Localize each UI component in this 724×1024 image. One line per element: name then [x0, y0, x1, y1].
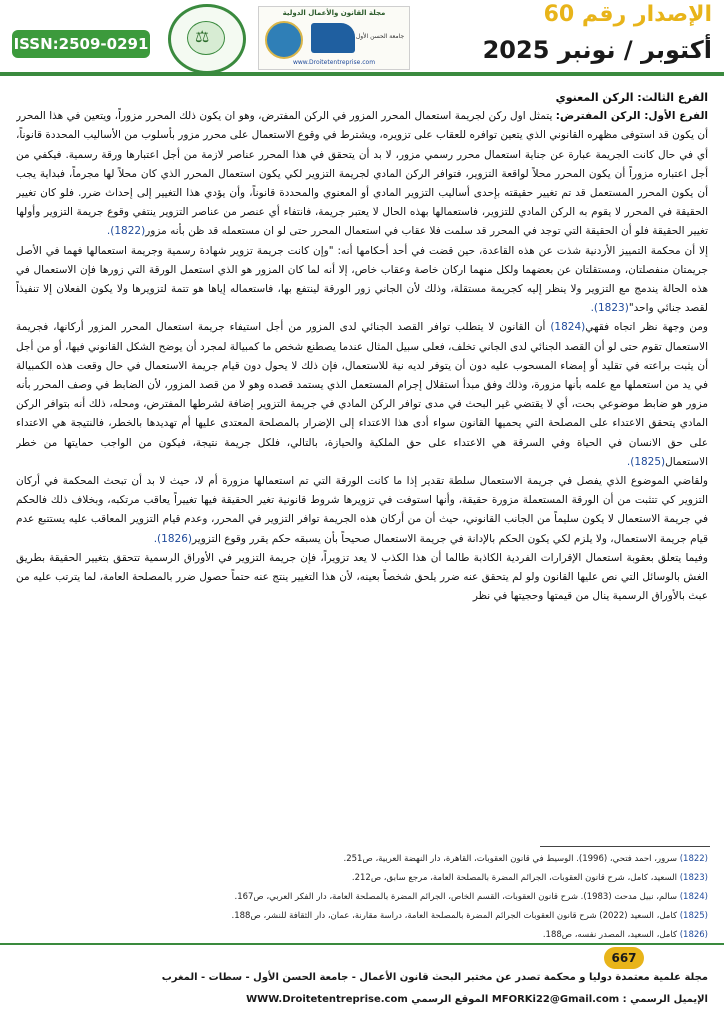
footnote-ref[interactable]: (1823).	[590, 302, 629, 315]
footnote-1823	[16, 869, 708, 888]
footnote-ref[interactable]: (1826).	[153, 532, 192, 545]
paragraph-text: إلا أن محكمة التمييز الأردنية شذت عن هذه القاعدة، حين قضت في أحد أحكامها أنه: "وإن كانت جريمة تزوير شهادة رسمية وجريمة استعمالها فهما في الأصل جريمتان منفصلتان، ومستقلتان عن بعضهما ولكل منهما اركان خاصة وعقاب خاص، إلا أنه لما كان المزور هو الذي استعمل الورقة التي زورها فإن الاستعمال في هذه الحالة يندمج مع التزوير ولا ينظر إليه كجريمة مستقلة، وذلك لأن الجاني زور الورقة لينتفع بها، فاستعماله إياها هو تتمة لتزويرها ولا يكون الفعلان إلا تنفيذاً لقصد جنائي واحد"	[16, 244, 708, 315]
footer-journal-line: مجلة علمية معتمدة دوليا و محكمة تصدر عن مختبر البحث قانون الأعمال - جامعة الحسن الأول - سطات - المغرب	[161, 972, 708, 983]
page-number: 667	[604, 947, 644, 969]
footnotes	[16, 850, 708, 945]
issue-label: الإصدار رقم	[581, 2, 712, 27]
issn-badge: ISSN:2509-0291	[12, 30, 150, 58]
section-title: الفرع الثالث: الركن المعنوي	[555, 91, 708, 104]
issue-number: 60	[543, 2, 575, 27]
footnote-text: سرور، احمد فتحي، (1996). الوسيط في قانون العقوبات، القاهرة، دار النهضة العربية، ص251.	[343, 854, 680, 864]
paragraph-text: ولقاضي الموضوع الذي يفصل في جريمة الاستعمال سلطة تقدير إذا ما كانت الورقة التي تم استعمالها مزورة أم لا، حيث لا بد أن تبحث المحكمة في أركان التزوير كي تتثبت من أن الورقة المستعملة مزورة حقيقة، وأنها استوفت في تزويرها شروط قانونية تغير الحقيقة فيها تغييراً يعاقب مرتكبه، وبخلاف ذلك فالحكم في جريمة الاستعمال لا يكون سليماً من الجانب القانوني، حيث أن من أركان هذه الجريمة توافر التزوير في المحرر، وعدم قيام التزوير المعاقب عليه يستتبع عدم قيام جريمة الاستعمال، ولا يلزم لكي يكون الحكم بالإدانة في جريمة الاستعمال صحيحاً بأن يسبقه حكم يقرر وقوع التزوير	[16, 475, 708, 545]
issue-title	[544, 2, 712, 27]
footer-contact	[16, 994, 708, 1005]
footnote-1825	[16, 907, 708, 926]
footer-divider	[0, 943, 724, 945]
footnote-number: (1826)	[679, 930, 708, 940]
lab-logo	[168, 4, 246, 74]
paragraph-text: يتمثل اول ركن لجريمة استعمال المحرر المزور في الركن المفترض، وهو ان يكون ذلك المحرر مزوراً، ويتعين في هذا المحرر أن يكون قد استوفى مظهره القانوني الذي يتعين توافره للعقاب على تزويره، ويشترط في وقوع الاستعمال على محرر مزور بأسلوب من الأساليب المحددة قانوناً، أي في حال كانت الجريمة عبارة عن جناية استعمال محرر رسمي مزور، لا بد أن يتحقق في هذا المحرر عناصر لازمة من أجل اعتبارها ورقة رسمية. فيكفي من أجل اعتباره مزوراً أن يكون المحرر محلاً لواقعة التزوير، فتوافر الركن المادي لجريمة التزوير لكي يكون استعمال المحرر الذي كان محلاً لها مجرماً، فبداية يجب أن يكون المحرر المستعمل قد تم تغيير حقيقته بإحدى أساليب التزوير المادي أو المعنوي والمحددة قانوناً، وأن يؤدي هذا التغيير إلى إحداث ضرر. فلو كان تغيير الحقيقة في المحرر لا يقوم به الركن المادي للتزوير، فاستعمالها بهذه الحال لا يعتبر جريمة، فانتفاء أي عنصر من عناصر التزوير ينتفي وقوع جريمة التزوير وأولها تغيير الحقيقة فلو أن الحقيقة التي توجد في المحرر قد سلمت فلا عقاب في استعمال المحرر حتى لو ان مستعمله قد ظن بأنه مزور	[16, 110, 708, 238]
footnote-number: (1825)	[679, 911, 708, 921]
paragraph-5	[16, 549, 708, 607]
footnote-text: كامل، السعيد (2022) شرح قانون العقوبات الجرائم المضرة بالمصلحة العامة، دراسة مقارنة، عمان، دار الثقافة للنشر، ص188.	[231, 911, 680, 921]
article-body	[16, 88, 708, 848]
paragraph-1	[16, 107, 708, 241]
paragraph-text: وفيما يتعلق بعقوبة استعمال الإقرارات الفردية الكاذبة طالما أن هذا الكذب لا يعد تزويراً، فإن جريمة التزوير في الأوراق الرسمية تتحقق بتغيير الحقيقة بطريق الغش بالوسائل التي نص عليها القانون ولو لم يتحقق عنه ضرر يلحق شخصاً بعينه، لأن هذا التغيير ينتج عنه حتماً حصول ضرر بالمصلحة العامة، لما يترتب عليه من عبث بالأوراق الرسمية ينال من قيمتها وحجيتها في نظر	[16, 551, 708, 603]
footnote-1822	[16, 850, 708, 869]
footnote-text: السعيد، كامل، شرح قانون العقوبات، الجرائم المضرة بالمصلحة العامة، مرجع سابق، ص212.	[351, 873, 680, 883]
email-label: الإيميل الرسمي :	[622, 994, 708, 1005]
journal-logo-title: مجلة القانون والأعمال الدولية	[282, 9, 386, 17]
site-link[interactable]: WWW.Droitetentreprise.com	[246, 994, 408, 1005]
paragraph-text: ومن وجهة نظر اتجاه فقهي	[585, 321, 708, 334]
paragraph-2	[16, 242, 708, 319]
footnote-1824	[16, 888, 708, 907]
journal-logo	[258, 6, 410, 70]
page-header	[0, 0, 724, 78]
email-link[interactable]: MFORKi22@Gmail.com	[491, 994, 620, 1005]
footnote-number: (1824)	[679, 892, 708, 902]
footnote-text: كامل، السعيد، المصدر نفسه، ص188.	[542, 930, 680, 940]
paragraph-text-cont: أن القانون لا يتطلب توافر القصد الجنائي لدى المزور من أجل استيفاء جريمة استعمال المحرر المزور أركانها، فجريمة الاستعمال تقوم حتى لو أن القصد الجنائي لدى الجاني تخلف، فعلى سبيل المثال عندما يصطنع شخص ما كمبيالة لمجرد أن يوضح الشكل القانوني فيها، أو من أجل أن يثبت براعته في تقليد أو إمضاء المسحوب عليه دون أن يتوفر لديه نية للاستعمال، فإن ذلك لا يحول دون قيام جريمة الاستعمال في حال وقعت هذه الكمبيالة في يد من استعملها مع علمه بأنها مزورة، وذلك وفق مبدأ استقلال إجرام المستعمل الذي يستمد قصده وهو لا من قصد المزور، لأن الضابط في وصف المحرر بأنه مزور هو ضابط موضوعي بحت، أي لا يقتضي غير البحث في مدى توافر الركن المادي في جريمة التزوير إضافة لشرطها المفترض، ومحله، ذلك أنه بتوافر الركن المادي يتحقق الاعتداء على المصلحة التي يحميها القانون سواء أدى هذا الاعتداء إلى الإضرار بالمصلحة المعتدى عليها أم تهديدها بالخطر، فالنتيجة هي الاعتداء على حق الانسان في الحياة وفي السرقة هي الاعتداء على حق الملكية والحيازة، بالتالي، فلكل جريمة نتيجة، فيكون من الواجب حمايتها من خطر الاستعمال	[16, 321, 708, 468]
journal-logo-site: www.Droitetentreprise.com	[292, 59, 376, 66]
scale-icon: ⚖	[195, 27, 210, 46]
book-icon	[311, 23, 355, 53]
paragraph-4	[16, 472, 708, 549]
footnote-number: (1822)	[679, 854, 708, 864]
footnote-number: (1823)	[679, 873, 708, 883]
header-divider	[0, 72, 724, 76]
site-label: الموقع الرسمي	[411, 994, 489, 1005]
subsection-lead: الفرع الأول: الركن المفترض:	[555, 110, 708, 123]
paragraph-3	[16, 318, 708, 472]
footnote-text: سالم، نبيل مدحت (1983). شرح قانون العقوبات، القسم الخاص، الجرائم المضرة بالمصلحة العامة، دار الفكر العربي، ص167.	[234, 892, 680, 902]
footnote-ref[interactable]: (1822).	[106, 225, 146, 238]
emblem-icon	[265, 21, 303, 59]
issue-date: أكتوبر / نونبر 2025	[482, 36, 712, 64]
journal-logo-univ: جامعة الحسن الأول	[355, 33, 405, 40]
footnote-separator	[540, 846, 710, 847]
footnote-ref[interactable]: (1825).	[626, 455, 666, 468]
footnote-ref[interactable]: (1824)	[550, 321, 586, 334]
